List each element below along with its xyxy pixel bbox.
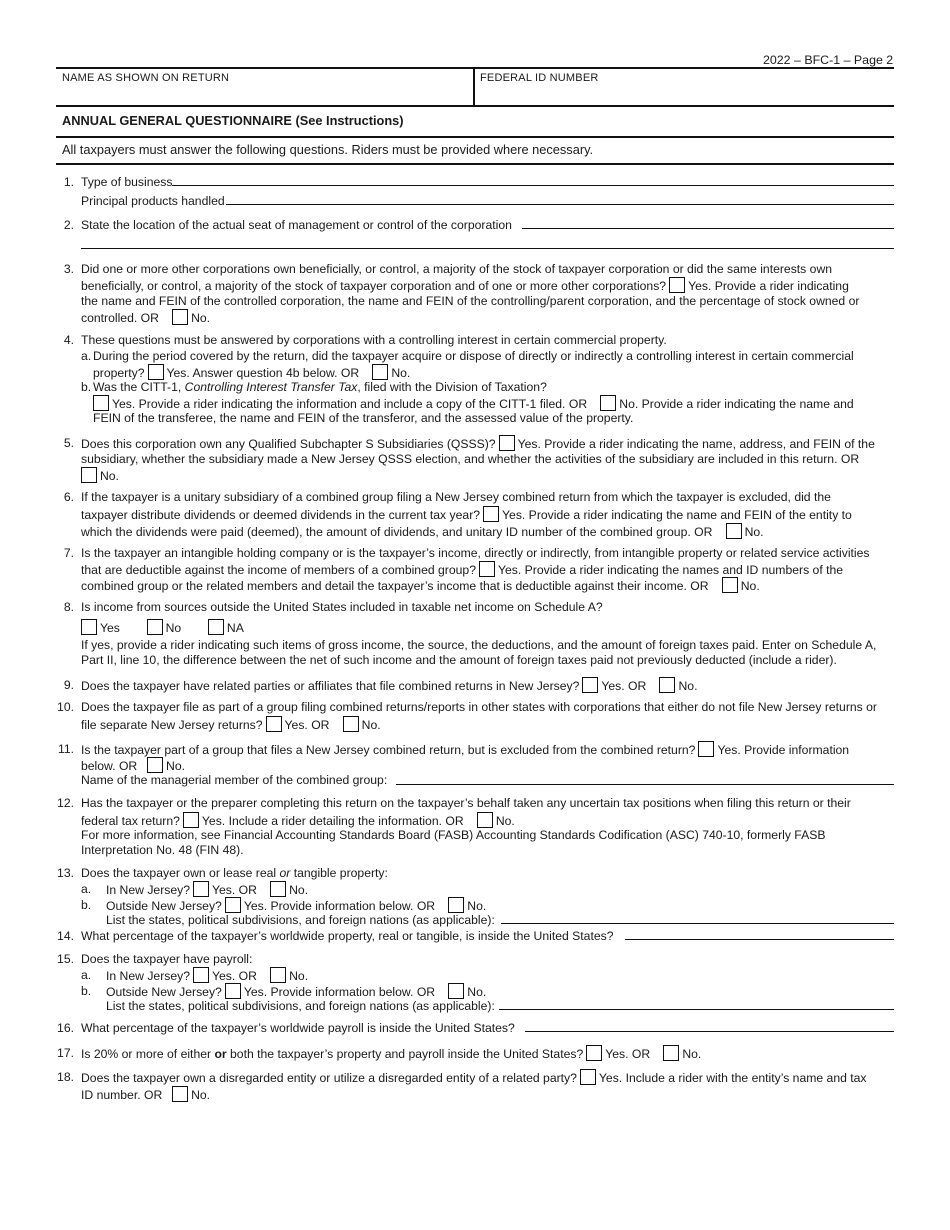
q4-number: 4. [63,333,74,347]
q18-yes-text: Yes. Include a rider with the entity’s name and tax [598,1071,867,1085]
q9-no-label: No. [678,679,698,693]
q6-no-checkbox[interactable] [726,523,742,539]
q4b-line-3: FEIN of the transferee, the name and FEIN of the transferor, and the assessed value of the property. [93,411,634,425]
q4b-yes-checkbox[interactable] [93,395,109,411]
q11-number: 11. [57,742,74,756]
q13-list-field[interactable] [501,923,894,924]
q11-yes-text: Yes. Provide information [717,743,850,757]
q17-line-1-bold: or [214,1047,227,1061]
q12-yes-text: Yes. Include a rider detailing the information. OR [201,814,464,828]
q7-line-2-text: that are deductible against the income of members of a combined group? [81,563,476,577]
q7-yes-text: Yes. Provide a rider indicating the names and ID numbers of the [497,563,844,577]
q1-number: 1. [63,175,74,189]
q10-number: 10. [57,700,74,714]
q13b-letter: b. [81,898,92,912]
q4a-yes-checkbox[interactable] [148,364,164,380]
q15b-yes-checkbox[interactable] [225,983,241,999]
q5-line-3 [78,467,119,484]
q3-number: 3. [63,262,74,276]
q17-line-1-post: both the taxpayer’s property and payroll inside the United States? [226,1047,584,1061]
page-label: 2022 – BFC-1 – Page 2 [763,53,894,67]
q11-line-2-text: below. OR [81,759,138,773]
q16-number: 16. [57,1021,74,1035]
q13-line-1-pre: Does the taxpayer own or lease real [81,866,280,880]
q5-line-2: subsidiary, whether the subsidiary made a New Jersey QSSS election, and whether the activities of the subsidiary are included in this return. OR [81,452,860,466]
q6-yes-checkbox[interactable] [483,506,499,522]
q3-line-2 [81,277,849,294]
q10-line-2 [81,716,381,733]
q4b-line-1-pre: Was the CITT-1, [93,380,185,394]
q1-type-field[interactable] [172,185,894,186]
q6-line-2-text: taxpayer distribute dividends or deemed dividends in the current tax year? [81,508,481,522]
q15b-yes-label: Yes. Provide information below. OR [243,985,436,999]
q15-list-label: List the states, political subdivisions, and foreign nations (as applicable): [106,999,495,1013]
q3-line-1: Did one or more other corporations own beneficially, or control, a majority of the stock of taxpayer corporation or did the same interests own [81,262,833,276]
header-bottom-rule [56,105,894,107]
q17-yes-label: Yes. OR [605,1047,651,1061]
q3-line-3: the name and FEIN of the controlled corporation, the name and FEIN of the controlling/parent corporation, and the percentage of stock owned or [81,294,860,308]
q4b-line-1 [93,379,547,395]
q18-no-label: No. [191,1088,211,1102]
q4b-yes-text: Yes. Provide a rider indicating the information and include a copy of the CITT-1 filed. OR [112,397,588,411]
q15a-no-label: No. [289,969,309,983]
q13-line-1 [81,865,388,881]
q13b-no-label: No. [467,899,487,913]
q18-number: 18. [57,1070,74,1084]
name-field[interactable] [58,86,470,104]
q8-options [78,619,244,636]
q13-number: 13. [57,866,74,880]
q13a-no-label: No. [289,883,309,897]
q7-line-2 [81,561,843,578]
q12-number: 12. [57,796,74,810]
q2-number: 2. [63,218,74,232]
q8-no-checkbox[interactable] [147,619,163,635]
q14-text: What percentage of the taxpayer’s worldwide property, real or tangible, is inside the United States? [81,929,614,943]
q4b-line-1-post: , filed with the Division of Taxation? [357,380,547,394]
q11-managerial-member-field[interactable] [396,784,894,785]
q6-line-3 [81,523,764,540]
q4a-letter: a. [81,349,92,363]
q18-yes-checkbox[interactable] [580,1069,596,1085]
q9-no-checkbox[interactable] [659,677,675,693]
q5-no-checkbox[interactable] [81,467,97,483]
q14-number: 14. [57,929,74,943]
q5-number: 5. [63,436,74,450]
q10-line-2-text: file separate New Jersey returns? [81,718,263,732]
q18-no-checkbox[interactable] [172,1086,188,1102]
q12-line-2-text: federal tax return? [81,814,180,828]
q5-yes-text: Yes. Provide a rider indicating the name, address, and FEIN of the [517,437,875,451]
q3-line-2-text: beneficially, or control, a majority of the stock of taxpayer corporation and of one or more other corporations? [81,279,667,293]
q7-no-checkbox[interactable] [722,577,738,593]
intro-rule [56,163,894,165]
q4a-yes-text: Yes. Answer question 4b below. OR [166,366,360,380]
q13-list-label: List the states, political subdivisions, and foreign nations (as applicable): [106,913,495,927]
fein-field[interactable] [478,86,892,104]
q5-line-1 [81,435,875,452]
q12-yes-checkbox[interactable] [183,812,199,828]
q13a-letter: a. [81,882,92,896]
q10-yes-checkbox[interactable] [266,716,282,732]
q10-yes-label: Yes. OR [284,718,330,732]
q13b-no-checkbox[interactable] [448,897,464,913]
questionnaire-title: ANNUAL GENERAL QUESTIONNAIRE (See Instructions) [62,113,404,128]
q6-number: 6. [63,490,74,504]
q11-no-label: No. [166,759,185,773]
q4b-no-text: No. Provide a rider indicating the name and [619,397,854,411]
q18-line-1 [81,1069,867,1086]
q15-line-1: Does the taxpayer have payroll: [81,952,253,966]
q11-no-checkbox[interactable] [147,757,163,773]
q12-line-3: For more information, see Financial Accounting Standards Board (FASB) Accounting Standards Codification (ASC) 740-10, formerly FASB [81,828,826,842]
q18-line-2-text: ID number. OR [81,1088,163,1102]
q9-yes-checkbox[interactable] [582,677,598,693]
q13a-line [106,881,308,898]
q18-line-2 [81,1086,210,1103]
q6-yes-text: Yes. Provide a rider indicating the name and FEIN of the entity to [502,508,852,522]
q2-field-2[interactable] [81,248,894,249]
q8-no-label: No [165,621,182,635]
q15b-no-label: No. [467,985,487,999]
q17-yes-checkbox[interactable] [586,1045,602,1061]
q15a-yes-label: Yes. OR [212,969,257,983]
q1-type-label: Type of business [81,175,173,189]
q2-text: State the location of the actual seat of management or control of the corporation [81,218,512,232]
q6-no-label: No. [744,525,764,539]
q10-line-1: Does the taxpayer file as part of a group filing combined returns/reports in other states with corporations that either do not file New Jersey returns or [81,700,877,714]
q4b-line-1-emphasis: Controlling Interest Transfer Tax [184,380,358,394]
q17-line-1-pre: Is 20% or more of either [81,1047,215,1061]
q8-yes-checkbox[interactable] [81,619,97,635]
q13a-yes-label: Yes. OR [212,883,257,897]
fein-label: FEDERAL ID NUMBER [480,72,599,84]
q9-yes-label: Yes. OR [601,679,647,693]
q4a-line-1: During the period covered by the return, did the taxpayer acquire or dispose of directly or indirectly a controlling interest in certain commercial [93,349,854,363]
q3-no-checkbox[interactable] [172,309,188,325]
q15b-text: Outside New Jersey? [106,985,222,999]
q15a-line [106,967,308,984]
q11-line-1-text: Is the taxpayer part of a group that files a New Jersey combined return, but is excluded from the combined return? [81,743,696,757]
q8-line-3: If yes, provide a rider indicating such items of gross income, the source, the deductions, and the amount of foreign taxes paid. Enter on Schedule A, [81,638,877,652]
q15-number: 15. [57,952,74,966]
q12-no-checkbox[interactable] [477,812,493,828]
q13b-text: Outside New Jersey? [106,899,222,913]
q3-line-4 [81,309,210,326]
q4a-no-checkbox[interactable] [372,364,388,380]
q4-line-1: These questions must be answered by corporations with a controlling interest in certain commercial property. [81,333,667,347]
q3-no-label: No. [191,311,211,325]
q3-yes-checkbox[interactable] [669,277,685,293]
q8-line-1: Is income from sources outside the United States included in taxable net income on Schedule A? [81,600,603,614]
q13b-yes-checkbox[interactable] [225,897,241,913]
q14-percentage-field[interactable] [625,939,894,940]
q11-yes-checkbox[interactable] [698,741,714,757]
q4b-letter: b. [81,380,92,394]
q15a-yes-checkbox[interactable] [193,967,209,983]
q5-yes-checkbox[interactable] [499,435,515,451]
q1-products-label: Principal products handled [81,194,225,208]
q9-line-1 [81,677,697,694]
q7-line-3 [81,577,760,594]
q17-no-checkbox[interactable] [663,1045,679,1061]
q7-yes-checkbox[interactable] [479,561,495,577]
q13a-yes-checkbox[interactable] [193,881,209,897]
questionnaire-intro: All taxpayers must answer the following questions. Riders must be provided where necessary. [62,142,594,157]
q13a-no-checkbox[interactable] [270,881,286,897]
q8-yes-label: Yes [100,621,120,635]
q10-no-checkbox[interactable] [343,716,359,732]
q12-no-label: No. [495,814,515,828]
q13-line-1-emphasis: or [279,866,291,880]
q9-line-1-text: Does the taxpayer have related parties or affiliates that file combined returns in New Jersey? [81,679,580,693]
q17-line-1 [81,1045,701,1062]
q11-line-1 [81,741,849,758]
q11-line-3: Name of the managerial member of the combined group: [81,773,388,787]
q4b-no-checkbox[interactable] [600,395,616,411]
q8-line-4: Part II, line 10, the difference between the net of such income and the amount of foreign taxes paid not previously deducted (include a rider). [81,653,837,667]
name-label: NAME AS SHOWN ON RETURN [62,72,230,84]
title-rule [56,136,894,138]
q2-field-1[interactable] [522,228,894,229]
q17-no-label: No. [682,1047,702,1061]
q8-number: 8. [63,600,74,614]
q15a-text: In New Jersey? [106,969,190,983]
q7-no-label: No. [740,579,760,593]
q9-number: 9. [63,678,74,692]
q15b-no-checkbox[interactable] [448,983,464,999]
q12-line-4: Interpretation No. 48 (FIN 48). [81,843,244,857]
q5-line-1-text: Does this corporation own any Qualified Subchapter S Subsidiaries (QSSS)? [81,437,496,451]
q4a-line-2-text: property? [93,366,145,380]
q8-na-checkbox[interactable] [208,619,224,635]
q16-text: What percentage of the taxpayer’s worldwide payroll is inside the United States? [81,1021,515,1035]
q3-line-4-text: controlled. OR [81,311,159,325]
header-top-rule [56,67,894,69]
q7-line-3-text: combined group or the related members and detail the taxpayer’s income that is deductible against their income. OR [81,579,709,593]
q10-no-label: No. [361,718,381,732]
q1-products-field[interactable] [226,204,894,205]
q17-number: 17. [57,1046,74,1060]
q15a-letter: a. [81,968,92,982]
q6-line-3-text: which the dividends were paid (deemed), the amount of dividends, and unitary ID number of the combined group. OR [81,525,713,539]
q5-no-label: No. [100,469,119,483]
q4a-no-label: No. [391,366,411,380]
q15-list-field[interactable] [499,1009,894,1010]
q13b-yes-label: Yes. Provide information below. OR [243,899,436,913]
q13-line-1-post: tangible property: [290,866,388,880]
header-divider [473,67,475,106]
q13a-text: In New Jersey? [106,883,190,897]
q16-percentage-field[interactable] [525,1031,894,1032]
q15a-no-checkbox[interactable] [270,967,286,983]
q15b-letter: b. [81,984,92,998]
q6-line-2 [81,506,852,523]
q8-na-label: NA [226,621,244,635]
q6-line-1: If the taxpayer is a unitary subsidiary of a combined group filing a New Jersey combined return from which the taxpayer is excluded, did the [81,490,831,504]
q18-line-1-text: Does the taxpayer own a disregarded entity or utilize a disregarded entity of a related party? [81,1071,577,1085]
q12-line-1: Has the taxpayer or the preparer completing this return on the taxpayer’s behalf taken any uncertain tax positions when filing this return or their [81,796,851,810]
q3-yes-text: Yes. Provide a rider indicating [688,279,849,293]
q7-line-1: Is the taxpayer an intangible holding company or is the taxpayer’s income, directly or indirectly, from intangible property or related service activities [81,546,870,560]
q7-number: 7. [63,546,74,560]
